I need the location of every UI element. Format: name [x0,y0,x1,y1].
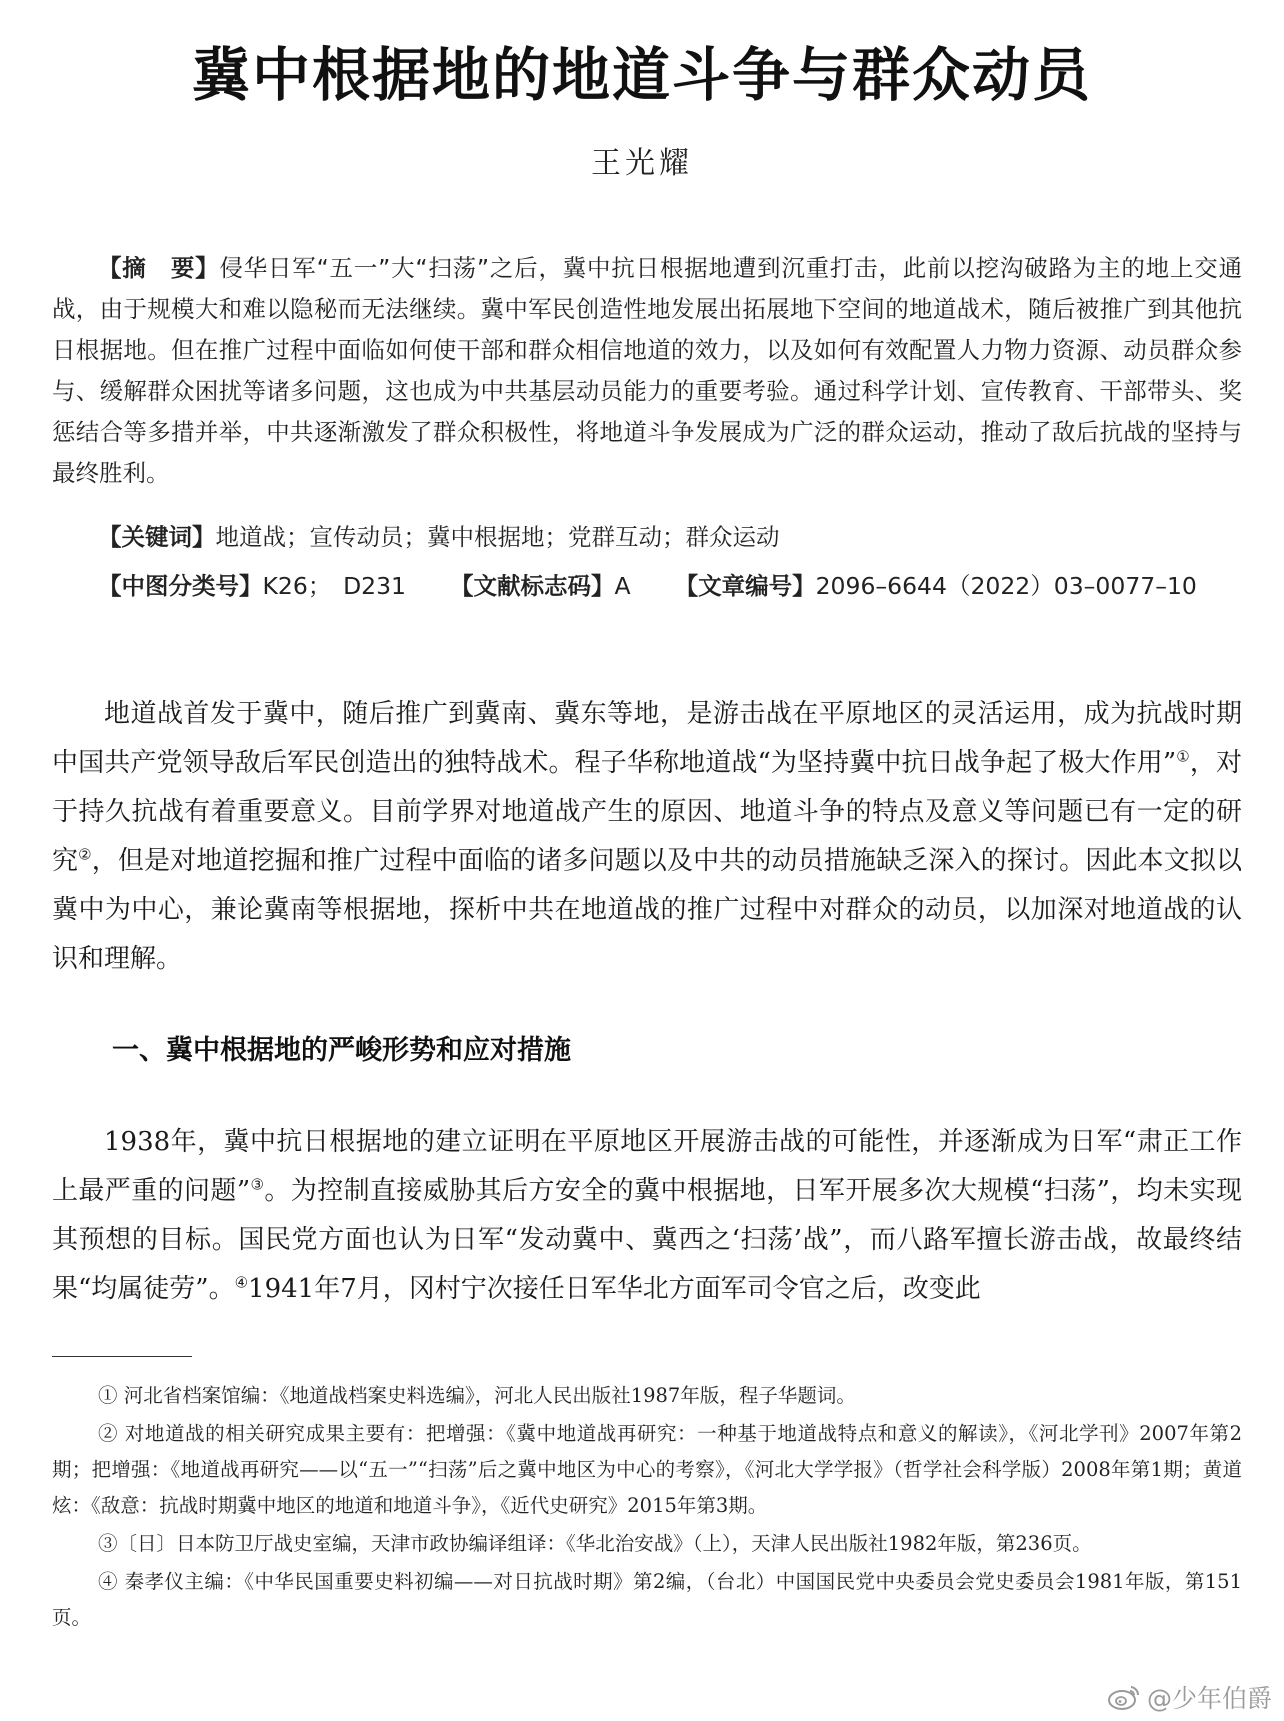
watermark [1107,1679,1272,1715]
footnotes [52,1378,1242,1638]
body-paragraph-2 [52,1118,1242,1314]
body-text: 1941年7月，冈村宁次接任日军华北方面军司令官之后，改变此 [248,1274,981,1304]
footnote-ref-3[interactable]: ③ [250,1175,265,1194]
footnote-2: ② 对地道战的相关研究成果主要有：把增强：《冀中地道战再研究：一种基于地道战特点和意义的解读》，《河北学刊》2007年第2期；把增强：《地道战再研究——以“五一”“扫荡”后之冀中地区为中心的考察》，《河北大学学报》（哲学社会科学版）2008年第1期；黄道炫：《敌意：抗战时期冀中地区的地道和地道斗争》，《近代史研究》2015年第3期。 [52,1422,1242,1517]
body-paragraph-1 [52,690,1242,984]
body-text: ，对于持久抗战有着重要意义。目前学界对地道战产生的原因、地道斗争的特点及意义等问题已有一定的研究 [52,748,1242,876]
footnote-3: ③〔日〕日本防卫厅战史室编，天津市政协编译组译：《华北治安战》（上），天津人民出版社1982年版，第236页。 [98,1532,1092,1555]
article-number-label: 【文章编号】 [674,572,816,600]
footnote-ref-2[interactable]: ② [78,845,92,864]
footnote-4: ④ 秦孝仪主编：《中华民国重要史料初编——对日抗战时期》第2编，（台北）中国国民党中央委员会党史委员会1981年版，第151页。 [52,1570,1242,1629]
body-text: ，但是对地道挖掘和推广过程中面临的诸多问题以及中共的动员措施缺乏深入的探讨。因此本文拟以冀中为中心，兼论冀南等根据地，探析中共在地道战的推广过程中对群众的动员，以加深对地道战的认识和理解。 [52,846,1242,974]
body-text: 。为控制直接威胁其后方安全的冀中根据地，日军开展多次大规模“扫荡”，均未实现其预想的目标。国民党方面也认为日军“发动冀中、冀西之‘扫荡’战”，而八路军擅长游击战，故最终结果“均属徒劳”。 [52,1176,1242,1304]
body-text: 地道战首发于冀中，随后推广到冀南、冀东等地，是游击战在平原地区的灵活运用，成为抗战时期中国共产党领导敌后军民创造出的独特战术。程子华称地道战“为坚持冀中抗日战争起了极大作用” [52,699,1242,778]
author-name: 王光耀 [591,146,693,181]
article-number-value: 2096–6644（2022）03–0077–10 [815,572,1197,600]
footnote-1: ① 河北省档案馆编：《地道战档案史料选编》，河北人民出版社1987年版，程子华题词。 [98,1384,856,1407]
section-heading: 一、冀中根据地的严峻形势和应对措施 [112,1035,571,1066]
abstract-text: 侵华日军“五一”大“扫荡”之后，冀中抗日根据地遭到沉重打击，此前以挖沟破路为主的地上交通战，由于规模大和难以隐秘而无法继续。冀中军民创造性地发展出拓展地下空间的地道战术，随后被推广到其他抗日根据地。但在推广过程中面临如何使干部和群众相信地道的效力，以及如何有效配置人力物力资源、动员群众参与、缓解群众困扰等诸多问题，这也成为中共基层动员能力的重要考验。通过科学计划、宣传教育、干部带头、奖惩结合等多措并举，中共逐渐激发了群众积极性，将地道斗争发展成为广泛的群众运动，推动了敌后抗战的坚持与最终胜利。 [52,254,1242,487]
keywords-line [98,518,780,552]
footnote-ref-4[interactable]: ④ [234,1273,249,1292]
classification-line [98,567,1197,601]
keywords-text: 地道战；宣传动员；冀中根据地；党群互动；群众运动 [215,523,780,551]
footnote-ref-1[interactable]: ① [1176,747,1190,766]
watermark-text: @少年伯爵 [1146,1684,1272,1713]
weibo-icon [1107,1683,1141,1711]
clc-value: K26； D231 [262,572,407,600]
abstract [52,248,1242,494]
doc-code-value: A [614,572,631,600]
clc-label: 【中图分类号】 [98,572,263,600]
abstract-label: 【摘 要】 [98,254,220,282]
footnote-divider [52,1356,192,1357]
keywords-label: 【关键词】 [98,523,216,551]
body-text: 1938年，冀中抗日根据地的建立证明在平原地区开展游击战的可能性，并逐渐成为日军“肃正工作上最严重的问题” [52,1127,1242,1206]
paper-title: 冀中根据地的地道斗争与群众动员 [191,41,1092,109]
doc-code-label: 【文献标志码】 [450,572,615,600]
